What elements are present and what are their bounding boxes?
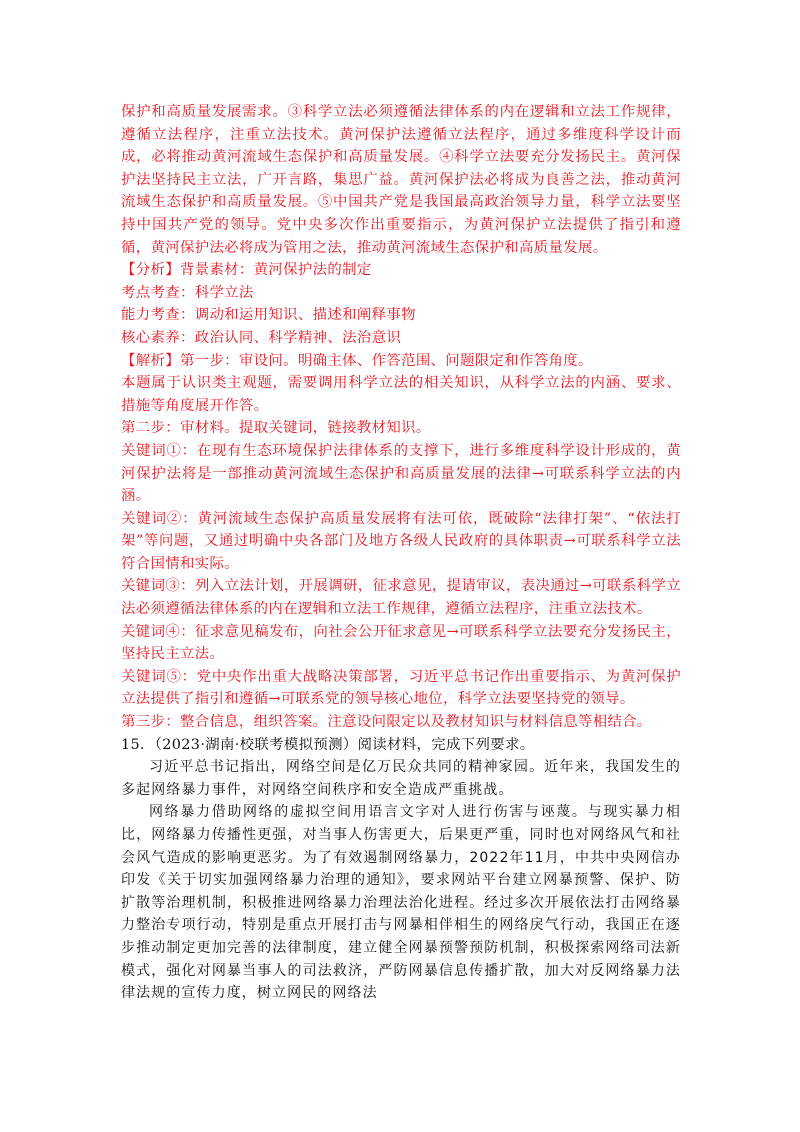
keyword-4: 关键词④：征求意见稿发布，向社会公开征求意见→可联系科学立法要充分发扬民主，坚持民主立法。: [121, 623, 681, 663]
analysis-ability: 能力考查：调动和运用知识、描述和阐释事物: [121, 307, 416, 324]
explanation-step3: 第三步：整合信息，组织答案。注意设问限定以及教材知识与材料信息等相结合。: [121, 714, 652, 731]
explanation-step2: 第二步：审材料。提取关键词，链接教材知识。: [121, 420, 431, 437]
answer-continuation: 保护和高质量发展需求。③科学立法必须遵循法律体系的内在逻辑和立法工作规律，遵循立法程序，注重立法技术。黄河保护法遵循立法程序，通过多维度科学设计而成，必将推动黄河流域生态保护和高质量发展。④科学立法要充分发扬民主。黄河保护法坚持民主立法，广开言路，集思广益。黄河保护法必将成为良善之法，推动黄河流域生态保护和高质量发展。⑤中国共产党是我国最高政治领导力量，科学立法要坚持中国共产党的领导。党中央多次作出重要指示，为黄河保护立法提供了指引和遵循，黄河保护法必将成为管用之法，推动黄河流域生态保护和高质量发展。: [121, 104, 681, 256]
explanation-step1-detail: 本题属于认识类主观题，需要调用科学立法的相关知识，从科学立法的内涵、要求、措施等角度展开作答。: [121, 375, 681, 414]
question-15-material-2: 网络暴力借助网络的虚拟空间用语言文字对人进行伤害与诬蔑。与现实暴力相比，网络暴力传播性更强，对当事人伤害更大，后果更严重，同时也对网络风气和社会风气造成的影响更恶劣。为了有效遏制网络暴力，2022年11月，中共中央网信办印发《关于切实加强网络暴力治理的通知》，要求网站平台建立网暴预警、保护、防扩散等治理机制，积极推进网络暴力治理法治化进程。经过多次开展依法打击网络暴力整治专项行动，特别是重点开展打击与网暴相伴相生的网络戾气行动，我国正在逐步推动制定更加完善的法律制度，建立健全网暴预警预防机制，积极探索网络司法新模式，强化对网暴当事人的司法救济，严防网暴信息传播扩散，加大对反网络暴力法律法规的宣传力度，树立网民的网络法: [121, 804, 681, 1002]
keyword-2: 关键词②：黄河流域生态保护高质量发展将有法可依，既破除“法律打架”、“依法打架”等问题，又通过明确中央各部门及地方各级人民政府的具体职责→可联系科学立法符合国情和实际。: [121, 510, 681, 572]
document-page: [121, 101, 681, 1005]
keyword-3: 关键词③：列入立法计划，开展调研，征求意见，提请审议，表决通过→可联系科学立法必须遵循法律体系的内在逻辑和立法工作规律，遵循立法程序，注重立法技术。: [121, 578, 681, 618]
analysis-exam-point: 考点考查：科学立法: [121, 284, 254, 301]
analysis-header: 【分析】背景素材：黄河保护法的制定: [121, 262, 372, 279]
keyword-1: 关键词①：在现有生态环境保护法律体系的支撑下，进行多维度科学设计形成的，黄河保护法将是一部推动黄河流域生态保护和高质量发展的法律→可联系科学立法的内涵。: [121, 442, 681, 505]
question-15-stem: 15．（2023·湖南·校联考模拟预测）阅读材料，完成下列要求。: [121, 736, 535, 753]
keyword-5: 关键词⑤：党中央作出重大战略决策部署，习近平总书记作出重要指示、为黄河保护立法提供了指引和遵循→可联系党的领导核心地位，科学立法要坚持党的领导。: [121, 668, 681, 708]
explanation-step1: 【解析】第一步：审设问。明确主体、作答范围、问题限定和作答角度。: [121, 352, 593, 369]
question-15-material-1: 习近平总书记指出，网络空间是亿万民众共同的精神家园。近年来，我国发生的多起网络暴力事件，对网络空间秩序和安全造成严重挑战。: [121, 759, 681, 798]
analysis-literacy: 核心素养：政治认同、科学精神、法治意识: [121, 329, 402, 346]
